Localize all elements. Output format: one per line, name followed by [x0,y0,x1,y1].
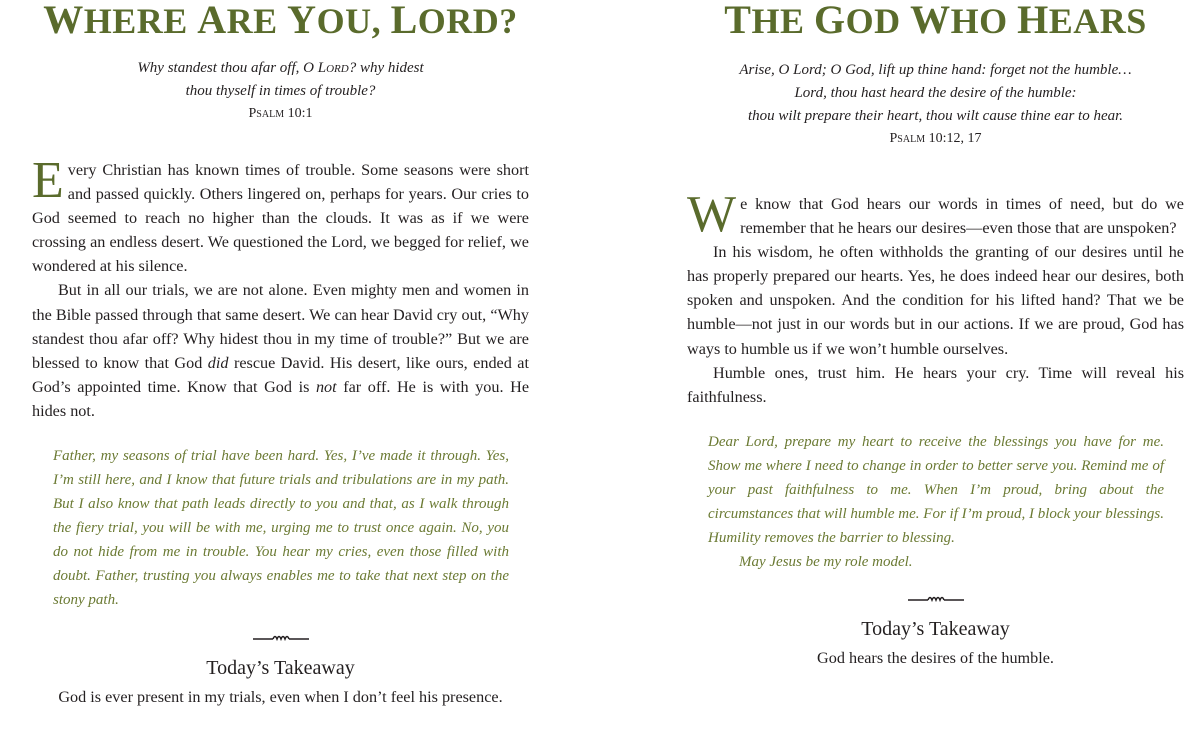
scripture-reference: Psalm 10:12, 17 [889,131,982,146]
left-page [32,0,529,709]
takeaway-text: God hears the desires of the humble. [817,648,1054,667]
drop-cap: W [687,186,737,243]
prayer: Dear Lord, prepare my heart to receive the blessings you have for me. Show me where I need to change in order to better serve you. Remind me of your past faithfulness to me. When I’m proud, bring about the circumstances that will humble me. For if I’m proud, I block your blessings. Humility removes the barrier to blessing. May Jesus be my role model. [708,433,1164,570]
paragraph: But in all our trials, we are not alone. Even mighty men and women in the Bible passed through that same desert. We can hear David cry out, “Why standest thou afar off? Why hidest thou in my time of trouble?” But we are blessed to know that God did rescue David. His desert, like ours, ended at God’s appointed time. Know that God is not far off. He is with you. He hides not. [32,281,529,420]
paragraph: Every Christian has known times of trouble. Some seasons were short and passed quickly. Others lingered on, perhaps for years. Our cries to God seemed to reach no higher than the clouds. It was as if we were crossing an endless desert. We questioned the Lord, we begged for relief, we wondered at his silence. [32,152,529,276]
drop-cap: E [32,152,64,209]
epigraph: Why standest thou afar off, O Lord? why hidest thou thyself in times of trouble? [137,60,424,99]
paragraph: We know that God hears our words in times of need, but do we remember that he hears our desires—even those that are unspoken? [687,186,1184,243]
page-title: WHERE ARE YOU, LORD? [43,0,518,42]
takeaway-text: God is ever present in my trials, even when I don’t feel his presence. [58,688,503,707]
page-title: THE GOD WHO HEARS [724,0,1147,42]
devotional-body [687,186,1184,409]
ornament-divider-icon [906,592,966,606]
paragraph: Humble ones, trust him. He hears your cry. Time will reveal his faithfulness. [687,363,1184,406]
scripture-reference: Psalm 10:1 [248,106,313,121]
paragraph: In his wisdom, he often withholds the granting of our desires until he has properly prepared our hearts. Yes, he does indeed hear our desires, both spoken and unspoken. And the condition for his lifted hand? That we be humble—not just in our words but in our actions. If we are proud, God has ways to humble us if we won’t humble ourselves. [687,243,1184,358]
ornament-divider-icon [251,631,311,645]
right-page [687,0,1184,670]
prayer: Father, my seasons of trial have been hard. Yes, I’ve made it through. Yes, I’m still here, and I know that future trials and tribulations are in my path. But I also know that path leads directly to you and that, as I walk through the fiery trial, you will be with me, urging me to trust once again. No, you do not hide from me in trouble. You hear my cries, even those filled with doubt. Father, trusting you always enables me to take that next step on the stony path. [53,448,509,609]
epigraph: Arise, O Lord; O God, lift up thine hand: forget not the humble… Lord, thou hast heard the desire of the humble: thou wilt prepare their heart, thou wilt cause thine ear to hear. [739,62,1132,124]
devotional-body [32,152,529,423]
takeaway-heading: Today’s Takeaway [206,657,355,680]
takeaway-heading: Today’s Takeaway [861,617,1010,640]
